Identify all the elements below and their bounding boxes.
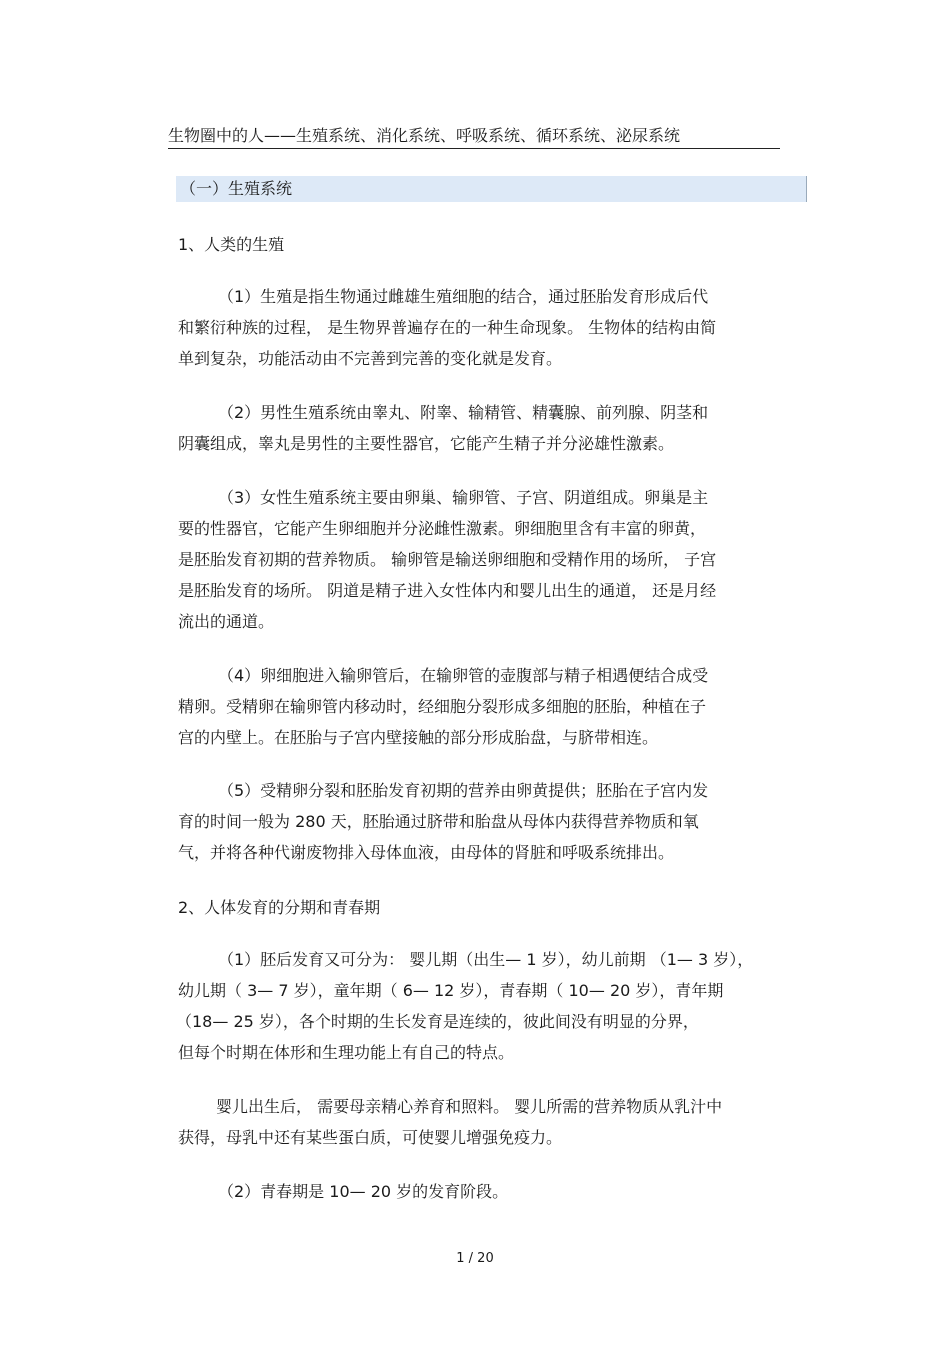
paragraph-line: 流出的通道。: [178, 612, 275, 631]
paragraph-line: 幼儿期（ 3— 7 岁），童年期（ 6— 12 岁），青春期（ 10— 20 岁），青年期: [178, 981, 724, 1000]
paragraph-line: 育的时间一般为 280 天，胚胎通过脐带和胎盘从母体内获得营养物质和氧: [178, 812, 699, 831]
paragraph-line: 婴儿出生后， 需要母亲精心养育和照料。 婴儿所需的营养物质从乳汁中: [216, 1097, 723, 1116]
paragraph-line: 是胚胎发育的场所。 阴道是精子进入女性体内和婴儿出生的通道， 还是月经: [178, 581, 717, 600]
paragraph-line: 要的性器官，它能产生卵细胞并分泌雌性激素。卵细胞里含有丰富的卵黄，: [178, 519, 707, 538]
subheading-development-stages: 2、人体发育的分期和青春期: [178, 898, 381, 917]
paragraph-line: 气，并将各种代谢废物排入母体血液，由母体的肾脏和呼吸系统排出。: [178, 843, 675, 862]
paragraph-line: （4）卵细胞进入输卵管后，在输卵管的壶腹部与精子相遇便结合成受: [218, 666, 709, 685]
paragraph-line: （2）青春期是 10— 20 岁的发育阶段。: [218, 1182, 509, 1201]
paragraph-line: （3）女性生殖系统主要由卵巢、输卵管、子宫、阴道组成。卵巢是主: [218, 488, 709, 507]
paragraph-line: 单到复杂，功能活动由不完善到完善的变化就是发育。: [178, 349, 563, 368]
page-number: 1 / 20: [456, 1251, 494, 1266]
paragraph-line: 获得，母乳中还有某些蛋白质，可使婴儿增强免疫力。: [178, 1128, 563, 1147]
paragraph-line: （5）受精卵分裂和胚胎发育初期的营养由卵黄提供；胚胎在子宫内发: [218, 781, 709, 800]
paragraph-line: （1）生殖是指生物通过雌雄生殖细胞的结合，通过胚胎发育形成后代: [218, 287, 709, 306]
section-header-bar: [176, 176, 807, 202]
paragraph-line: （2）男性生殖系统由睾丸、附睾、输精管、精囊腺、前列腺、阴茎和: [218, 403, 709, 422]
paragraph-line: 但每个时期在体形和生理功能上有自己的特点。: [178, 1043, 515, 1062]
section-heading: （一）生殖系统: [180, 179, 293, 198]
page-title: 生物圈中的人——生殖系统、消化系统、呼吸系统、循环系统、泌尿系统: [168, 124, 780, 149]
paragraph-line: 和繁衍种族的过程， 是生物界普遍存在的一种生命现象。 生物体的结构由简: [178, 318, 717, 337]
paragraph-line: （1）胚后发育又可分为： 婴儿期（出生— 1 岁），幼儿前期 （1— 3 岁），: [218, 950, 754, 969]
paragraph-line: （18— 25 岁），各个时期的生长发育是连续的，彼此间没有明显的分界，: [176, 1012, 699, 1031]
paragraph-line: 阴囊组成，睾丸是男性的主要性器官，它能产生精子并分泌雄性激素。: [178, 434, 675, 453]
paragraph-line: 精卵。受精卵在输卵管内移动时，经细胞分裂形成多细胞的胚胎，种植在子: [178, 697, 707, 716]
paragraph-line: 是胚胎发育初期的营养物质。 输卵管是输送卵细胞和受精作用的场所， 子宫: [178, 550, 717, 569]
paragraph-line: 宫的内壁上。在胚胎与子宫内壁接触的部分形成胎盘，与脐带相连。: [178, 728, 659, 747]
subheading-human-reproduction: 1、人类的生殖: [178, 235, 285, 254]
